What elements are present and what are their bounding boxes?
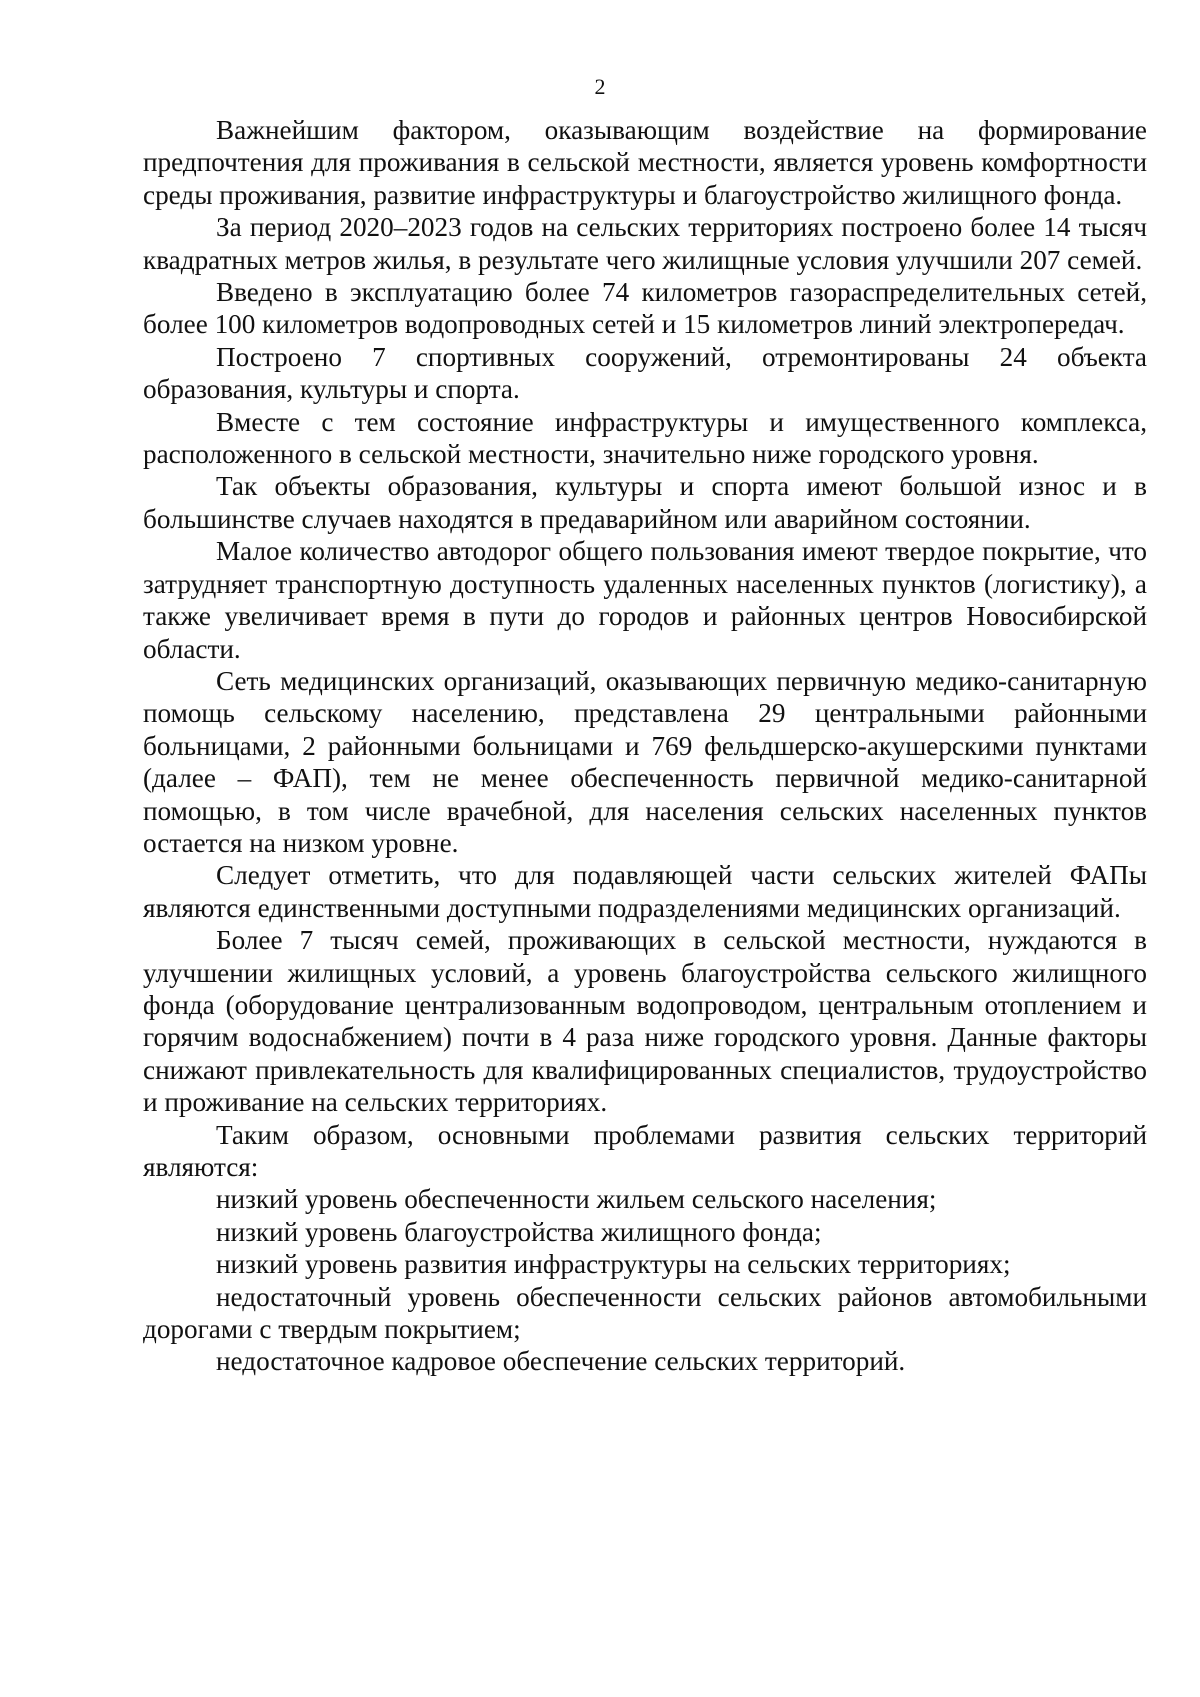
paragraph: Так объекты образования, культуры и спорта имеют большой износ и в большинстве случаев находятся в предаварийном или аварийном состоянии. bbox=[143, 471, 1147, 534]
page-number: 2 bbox=[594, 74, 606, 99]
paragraph: Следует отметить, что для подавляющей части сельских жителей ФАПы являются единственными доступными подразделениями медицинских организаций. bbox=[143, 860, 1147, 923]
paragraph: Малое количество автодорог общего пользования имеют твердое покрытие, что затрудняет транспортную доступность удаленных населенных пунктов (логистику), а также увеличивает время в пути до городов и районных центров Новосибирской области. bbox=[143, 536, 1147, 664]
list-item: недостаточный уровень обеспеченности сельских районов автомобильными дорогами с твердым покрытием; bbox=[143, 1281, 1147, 1345]
paragraph: Вместе с тем состояние инфраструктуры и имущественного комплекса, расположенного в сельской местности, значительно ниже городского уровня. bbox=[143, 406, 1147, 470]
list-item: низкий уровень благоустройства жилищного фонда; bbox=[216, 1216, 822, 1247]
list-item: низкий уровень обеспеченности жильем сельского населения; bbox=[216, 1184, 937, 1215]
paragraph: Сеть медицинских организаций, оказывающих первичную медико-санитарную помощь сельскому населению, представлена 29 центральными районными больницами, 2 районными больницами и 769 фельдшерско-акушерскими пунктами (далее – ФАП), тем не менее обеспеченность первичной медико-санитарной помощью, в том числе врачебной, для населения сельских населенных пунктов остается на низком уровне. bbox=[143, 665, 1147, 858]
paragraph: Таким образом, основными проблемами развития сельских территорий являются: bbox=[143, 1119, 1147, 1182]
paragraph: Важнейшим фактором, оказывающим воздействие на формирование предпочтения для проживания в сельской местности, является уровень комфортности среды проживания, развитие инфраструктуры и благоустройство жилищного фонда. bbox=[143, 115, 1147, 210]
paragraph: За период 2020–2023 годов на сельских территориях построено более 14 тысяч квадратных метров жилья, в результате чего жилищные условия улучшили 207 семей. bbox=[143, 212, 1147, 275]
paragraph: Введено в эксплуатацию более 74 километров газораспределительных сетей, более 100 километров водопроводных сетей и 15 километров линий электропередач. bbox=[143, 277, 1147, 340]
paragraph: Более 7 тысяч семей, проживающих в сельской местности, нуждаются в улучшении жилищных условий, а уровень благоустройства сельского жилищного фонда (оборудование централизованным водопроводом, центральным отоплением и горячим водоснабжением) почти в 4 раза ниже городского уровня. Данные факторы снижают привлекательность для квалифицированных специалистов, трудоустройство и проживание на сельских территориях. bbox=[143, 925, 1147, 1118]
list-item: низкий уровень развития инфраструктуры на сельских территориях; bbox=[216, 1249, 1011, 1280]
document-body bbox=[143, 114, 1147, 1378]
paragraph: Построено 7 спортивных сооружений, отремонтированы 24 объекта образования, культуры и спорта. bbox=[143, 341, 1147, 405]
list-item: недостаточное кадровое обеспечение сельских территорий. bbox=[216, 1346, 906, 1377]
